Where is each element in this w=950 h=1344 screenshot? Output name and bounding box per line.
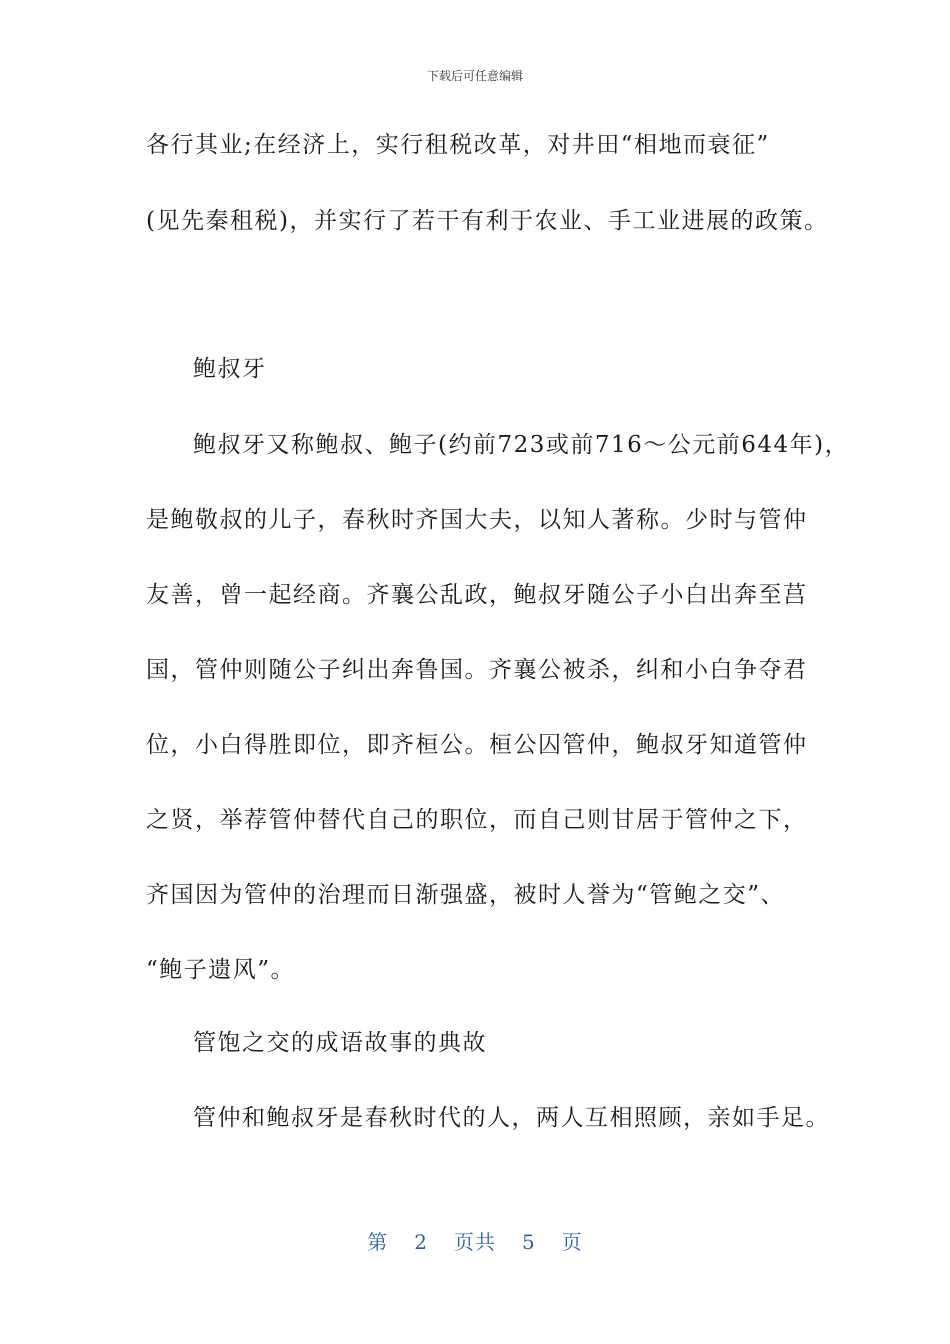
footer-page-number: 2 — [414, 1230, 428, 1254]
body-line: 位，小白得胜即位，即齐桓公。桓公囚管仲，鲍叔牙知道管仲 — [146, 732, 808, 758]
body-line: 是鲍敬叔的儿子，春秋时齐国大夫，以知人著称。少时与管仲 — [146, 507, 808, 533]
body-line: 国，管仲则随公子纠出奔鲁国。齐襄公被杀，纠和小白争夺君 — [146, 657, 808, 683]
body-line: (见先秦租税)，并实行了若干有利于农业、手工业进展的政策。 — [146, 208, 829, 234]
page-footer — [0, 1226, 950, 1255]
body-line: 齐国因为管仲的治理而日渐强盛，被时人誉为“管鲍之交”、 — [146, 882, 786, 908]
body-line: 友善，曾一起经商。齐襄公乱政，鲍叔牙随公子小白出奔至莒 — [146, 582, 808, 608]
body-line: 管仲和鲍叔牙是春秋时代的人，两人互相照顾，亲如手足。 — [193, 1105, 830, 1131]
body-line: 鲍叔牙又称鲍叔、鲍子(约前723或前716～公元前644年)， — [193, 432, 850, 458]
footer-prefix: 第 — [367, 1230, 389, 1254]
footer-total-pages: 5 — [522, 1230, 536, 1254]
section-heading: 管饱之交的成语故事的典故 — [193, 1030, 487, 1056]
body-line: 之贤，举荐管仲替代自己的职位，而自己则甘居于管仲之下， — [146, 807, 808, 833]
body-line: “鲍子遗风”。 — [146, 957, 296, 983]
section-heading: 鲍叔牙 — [193, 356, 267, 382]
body-line: 各行其业;在经济上，实行租税改革，对井田“相地而衰征” — [146, 132, 770, 158]
footer-suffix: 页 — [561, 1230, 583, 1254]
footer-middle: 页共 — [454, 1230, 496, 1254]
page-header: 下载后可任意编辑 — [426, 69, 523, 83]
